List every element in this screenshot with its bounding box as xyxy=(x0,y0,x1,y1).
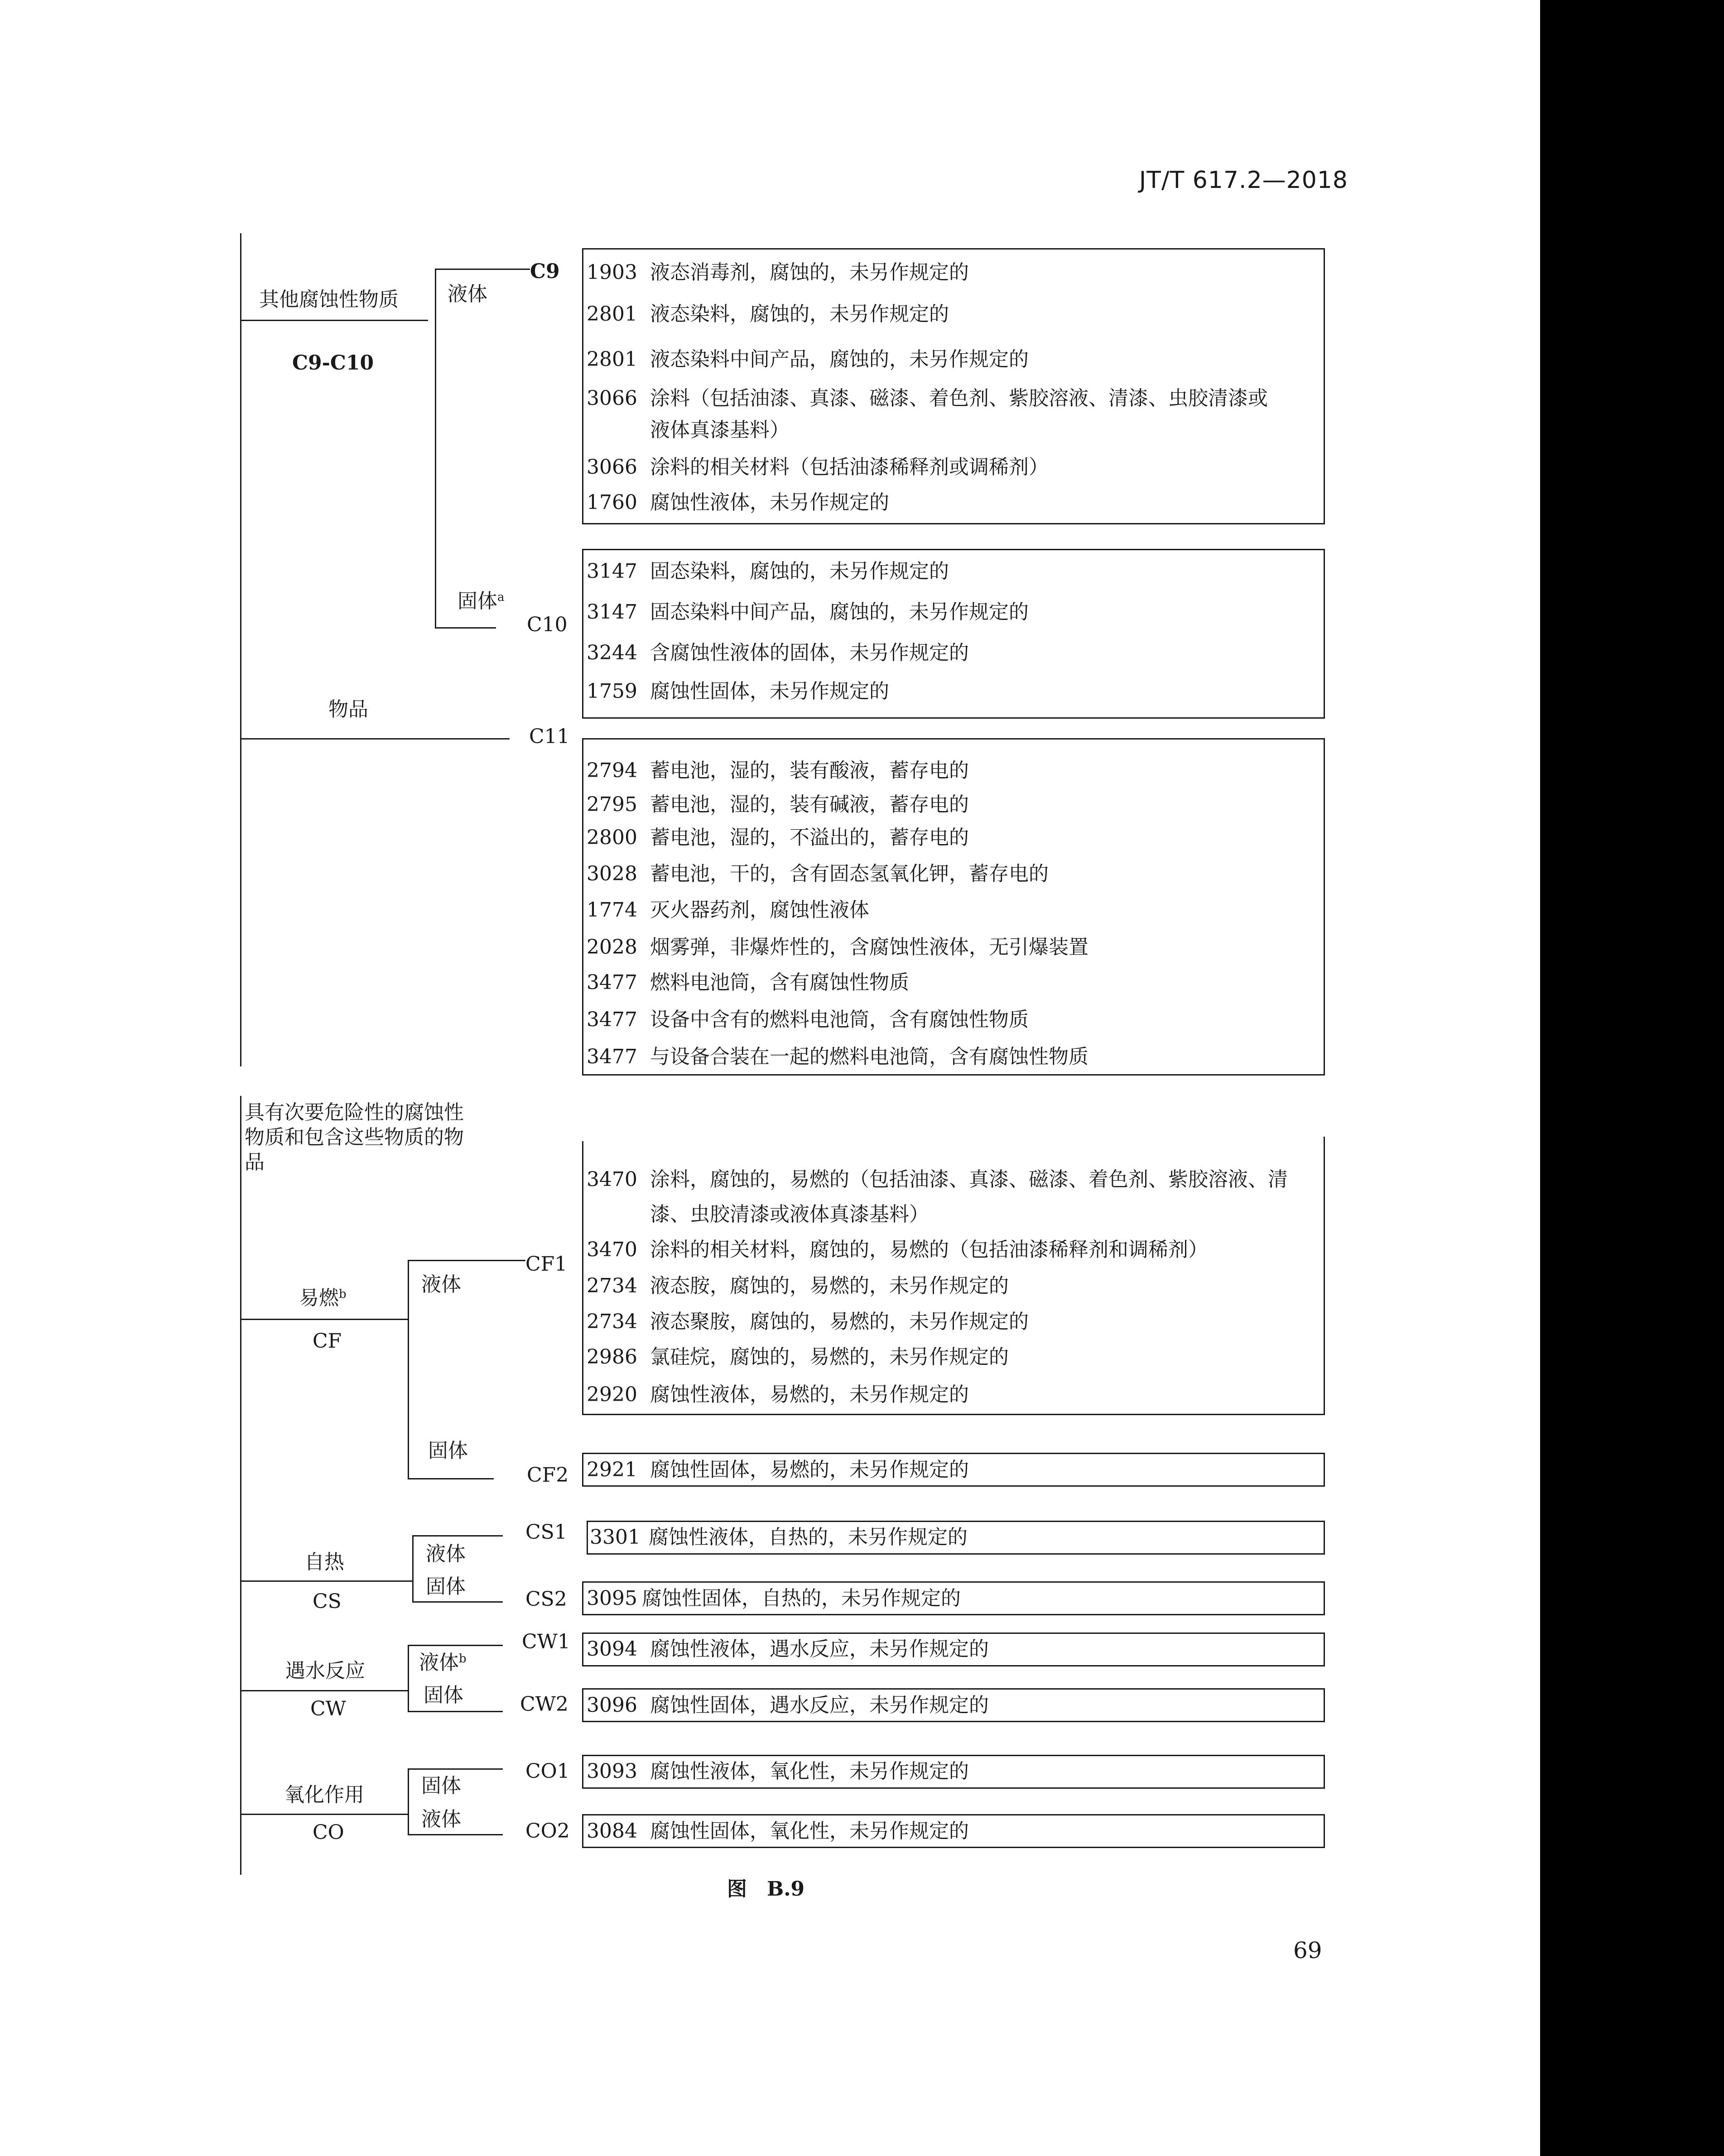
cs-code: CS xyxy=(313,1590,342,1613)
c10-branch-line xyxy=(435,627,496,629)
cf-liquid-label: 液体 xyxy=(421,1273,461,1296)
co-liquid-label: 液体 xyxy=(421,1808,461,1831)
c9-code: C9 xyxy=(530,260,560,283)
c9-c10-bracket xyxy=(435,269,436,629)
figure-caption: 图 B.9 xyxy=(727,1877,805,1901)
cf2-code: CF2 xyxy=(527,1464,569,1487)
list-item-continuation: 漆、虫胶清漆或液体真漆基料） xyxy=(650,1203,929,1226)
co2-branch-line xyxy=(408,1834,503,1835)
group-code: C9-C10 xyxy=(292,351,374,375)
subsidiary-title-line2: 物质和包含这些物质的物 xyxy=(245,1126,464,1149)
cf-label: 易燃$^b$ xyxy=(299,1287,347,1310)
page-number: 69 xyxy=(1293,1937,1322,1964)
liquid-label-c9: 液体 xyxy=(448,283,487,306)
main-trunk-top xyxy=(240,233,241,1066)
co-label: 氧化作用 xyxy=(284,1783,364,1806)
c11-code: C11 xyxy=(529,725,570,748)
cw-code: CW xyxy=(310,1697,346,1720)
cs-divider xyxy=(240,1580,412,1582)
cw1-branch-line xyxy=(408,1645,503,1646)
co-divider xyxy=(240,1814,408,1815)
cf-code: CF xyxy=(313,1330,342,1353)
cs-bracket xyxy=(412,1535,414,1602)
cw-solid-label: 固体 xyxy=(424,1684,463,1707)
cf-divider xyxy=(240,1319,408,1320)
cw1-code: CW1 xyxy=(522,1630,570,1653)
scan-edge-bar xyxy=(1540,0,1724,2156)
standard-number: JT/T 617.2—2018 xyxy=(1139,167,1348,194)
articles-label: 物品 xyxy=(328,698,368,721)
list-item-continuation: 液体真漆基料） xyxy=(650,418,790,442)
cf-solid-label: 固体 xyxy=(428,1439,468,1462)
cs-liquid-label: 液体 xyxy=(426,1542,466,1565)
cs1-code: CS1 xyxy=(525,1521,567,1544)
cw2-code: CW2 xyxy=(520,1693,568,1716)
cs2-code: CS2 xyxy=(525,1588,567,1611)
co-bracket xyxy=(408,1768,409,1835)
subsidiary-title-line3: 品 xyxy=(245,1151,265,1174)
co2-code: CO2 xyxy=(525,1820,570,1843)
co1-code: CO1 xyxy=(525,1760,570,1783)
cs2-branch-line xyxy=(412,1601,503,1603)
co-code: CO xyxy=(313,1821,344,1844)
cf1-code: CF1 xyxy=(525,1253,568,1276)
main-trunk-bottom xyxy=(240,1096,241,1875)
cw-liquid-label: 液体$^b$ xyxy=(419,1651,467,1674)
group-divider xyxy=(240,320,428,321)
cs-label: 自热 xyxy=(304,1551,344,1574)
cf2-branch-line xyxy=(408,1478,494,1479)
c9-branch-line xyxy=(435,269,530,270)
subsidiary-title-line1: 具有次要危险性的腐蚀性 xyxy=(245,1101,464,1124)
c9-list-box xyxy=(582,248,1325,524)
articles-branch-line xyxy=(240,738,510,739)
cw2-branch-line xyxy=(408,1711,503,1712)
cf1-branch-line xyxy=(408,1260,525,1261)
co1-branch-line xyxy=(408,1768,503,1770)
cf-bracket xyxy=(408,1260,409,1479)
group-label: 其他腐蚀性物质 xyxy=(259,288,399,311)
cw-label: 遇水反应 xyxy=(285,1659,365,1682)
cs-solid-label: 固体 xyxy=(426,1575,466,1598)
solid-label-c10: 固体$^a$ xyxy=(457,590,505,613)
cw-bracket xyxy=(408,1645,409,1712)
c10-code: C10 xyxy=(527,613,568,636)
cs1-branch-line xyxy=(412,1535,503,1537)
co-solid-label: 固体 xyxy=(421,1774,461,1797)
cw-divider xyxy=(240,1690,408,1691)
